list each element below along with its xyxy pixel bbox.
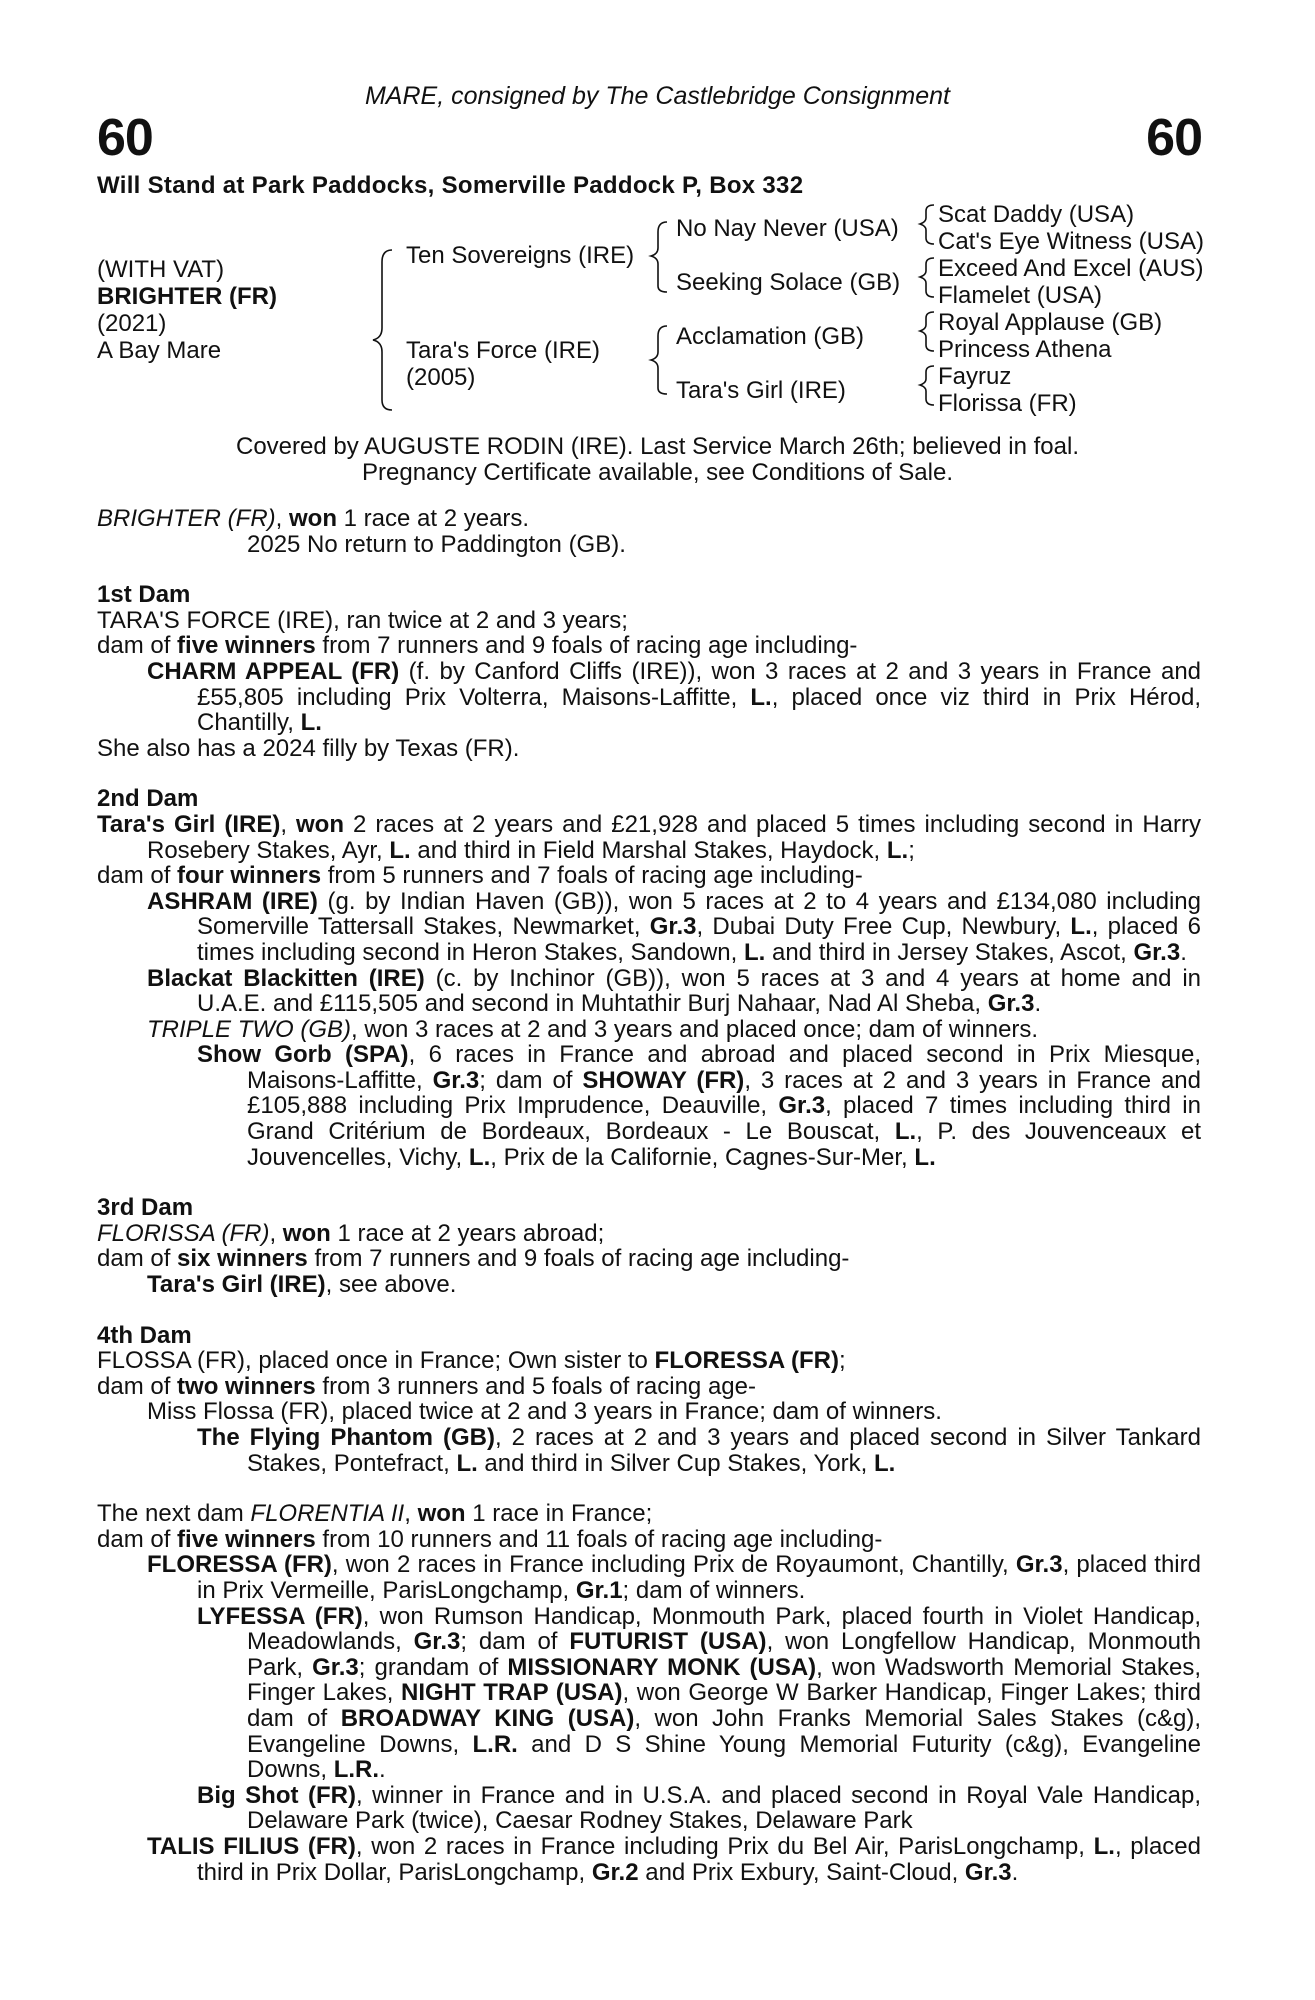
brace-ds [920, 312, 934, 351]
brace-dd [920, 366, 934, 405]
fourth-dam-section [97, 1323, 1201, 1477]
covered-line-2: Pregnancy Certificate available, see Conditions of Sale. [362, 459, 953, 486]
fourth-dam-heading: 4th Dam [97, 1321, 192, 1349]
second-dam-produce: dam of four winners from 5 runners and 7 foals of racing age including- [97, 862, 863, 890]
dam-year: (2005) [406, 364, 476, 391]
first-dam-produce: dam of five winners from 7 runners and 9 foals of racing age including- [97, 632, 858, 660]
next-dam-produce: dam of five winners from 10 runners and 11 foals of racing age including- [97, 1525, 883, 1553]
covered-line-1: Covered by AUGUSTE RODIN (IRE). Last Service March 26th; believed in foal. [236, 433, 1079, 460]
progeny-lyfessa: LYFESSA (FR), won Rumson Handicap, Monmouth Park, placed fourth in Violet Handicap, Meadowlands, Gr.3; dam of FUTURIST (USA), won Longfellow Handicap, Monmouth Park, Gr.3; grandam of MISSIONARY MONK (USA), won Wadsworth Memorial Stakes, Finger Lakes, NIGHT TRAP (USA), won George W Barker Handicap, Finger Lakes; third dam of BROADWAY KING (USA), won John Franks Memorial Sales Stakes (c&g), Evangeline Downs, L.R. and D S Shine Young Memorial Futurity (c&g), Evangeline Downs, L.R.. [197, 1602, 1202, 1784]
progeny-blackat-blackitten: Blackat Blackitten (IRE) (c. by Inchinor (GB)), won 5 races at 3 and 4 years at home and in U.A.E. and £115,505 and second in Muhtathir Burj Nahaar, Nad Al Sheba, Gr.3. [147, 964, 1201, 1018]
third-dam-line: FLORISSA (FR), won 1 race at 2 years abroad; [97, 1219, 605, 1247]
sire-name: Ten Sovereigns (IRE) [406, 242, 635, 269]
progeny-talis-filius: TALIS FILIUS (FR), won 2 races in France including Prix du Bel Air, ParisLongchamp, L., placed third in Prix Dollar, ParisLongchamp, Gr.2 and Prix Exbury, Saint-Cloud, Gr.3. [147, 1832, 1201, 1886]
first-dam-section [97, 582, 1201, 761]
brace-main [373, 250, 392, 410]
dam-dam-sire: Fayruz [938, 363, 1012, 390]
brace-ss [920, 205, 934, 244]
dam-sire: Acclamation (GB) [676, 323, 865, 350]
next-dam-line: The next dam FLORENTIA II, won 1 race in France; [97, 1500, 653, 1528]
second-dam-line: Tara's Girl (IRE), won 2 races at 2 years and £21,928 and placed 5 times including second in Harry Rosebery Stakes, Ayr, L. and third in Field Marshal Stakes, Haydock, L.; [97, 810, 1201, 864]
dam-dam-dam: Florissa (FR) [938, 390, 1077, 417]
subject-name: BRIGHTER (FR) [97, 283, 277, 310]
progeny-show-gorb: Show Gorb (SPA), 6 races in France and abroad and placed second in Prix Miesque, Maisons-Laffitte, Gr.3; dam of SHOWAY (FR), 3 races at 2 and 3 years in France and £105,888 including Prix Imprudence, Deauville, Gr.3, placed 7 times including third in Grand Critérium de Bordeaux, Bordeaux - Le Bouscat, L., P. des Jouvenceaux et Jouvencelles, Vichy, L., Prix de la Californie, Cagnes-Sur-Mer, L. [197, 1041, 1202, 1171]
progeny-flying-phantom: The Flying Phantom (GB), 2 races at 2 and 3 years and placed second in Silver Tankard Stakes, Pontefract, L. and third in Silver Cup Stakes, York, L. [197, 1424, 1201, 1477]
sire-sire-dam: Cat's Eye Witness (USA) [938, 228, 1204, 255]
subject-year: (2021) [97, 310, 167, 337]
first-dam-heading: 1st Dam [97, 581, 191, 609]
next-dam-section [97, 1501, 1201, 1885]
progeny-ashram: ASHRAM (IRE) (g. by Indian Haven (GB)), won 5 races at 2 to 4 years and £134,080 including Somerville Tattersall Stakes, Newmarket, Gr.3, Dubai Duty Free Cup, Newbury, L., placed 6 times including second in Heron Stakes, Sandown, L. and third in Jersey Stakes, Ascot, Gr.3. [147, 887, 1202, 966]
third-dam-section [97, 1195, 1201, 1297]
second-dam-heading: 2nd Dam [97, 785, 199, 813]
brace-dam [651, 326, 667, 394]
second-dam-section [97, 786, 1201, 1170]
sire-sire: No Nay Never (USA) [676, 215, 899, 242]
progeny-big-shot: Big Shot (FR), winner in France and in U.S.A. and placed second in Royal Vale Handicap, Delaware Park (twice), Caesar Rodney Stakes, Delaware Park [197, 1781, 1201, 1835]
produce-record [97, 506, 1201, 1885]
brace-sire [651, 222, 667, 292]
sire-dam-sire: Exceed And Excel (AUS) [938, 255, 1204, 282]
third-dam-produce: dam of six winners from 7 runners and 9 foals of racing age including- [97, 1245, 850, 1273]
dam-dam: Tara's Girl (IRE) [676, 377, 846, 404]
third-dam-heading: 3rd Dam [97, 1194, 194, 1222]
progeny-triple-two: TRIPLE TWO (GB), won 3 races at 2 and 3 years and placed once; dam of winners. [147, 1015, 1039, 1043]
first-dam-line: TARA'S FORCE (IRE), ran twice at 2 and 3 years; [97, 606, 628, 634]
lot-number-right: 60 [1146, 109, 1202, 167]
progeny-charm-appeal: CHARM APPEAL (FR) (f. by Canford Cliffs (IRE)), won 3 races at 2 and 3 years in France and £55,805 including Prix Volterra, Maisons-Laffitte, L., placed once viz third in Prix Hérod, Chantilly, L. [147, 657, 1202, 737]
progeny-floressa: FLORESSA (FR), won 2 races in France including Prix de Royaumont, Chantilly, Gr.3, placed third in Prix Vermeille, ParisLongchamp, Gr.1; dam of winners. [147, 1551, 1201, 1604]
first-dam-also: She also has a 2024 filly by Texas (FR). [97, 734, 520, 762]
race-record: BRIGHTER (FR), won 1 race at 2 years. [97, 505, 530, 532]
subject-vat: (WITH VAT) [97, 256, 225, 283]
subject-description: A Bay Mare [97, 337, 222, 364]
race-record-note: 2025 No return to Paddington (GB). [247, 530, 626, 558]
dam-name: Tara's Force (IRE) [406, 337, 600, 364]
progeny-miss-flossa: Miss Flossa (FR), placed twice at 2 and 3 years in France; dam of winners. [147, 1398, 942, 1426]
progeny-taras-girl: Tara's Girl (IRE), see above. [147, 1271, 457, 1299]
sire-dam: Seeking Solace (GB) [676, 269, 901, 296]
fourth-dam-produce: dam of two winners from 3 runners and 5 foals of racing age- [97, 1372, 756, 1400]
standing-location: Will Stand at Park Paddocks, Somerville Paddock P, Box 332 [97, 172, 804, 199]
sire-dam-dam: Flamelet (USA) [938, 282, 1103, 309]
brace-sd [920, 258, 934, 297]
sire-sire-sire: Scat Daddy (USA) [938, 201, 1135, 228]
dam-sire-sire: Royal Applause (GB) [938, 309, 1163, 336]
dam-sire-dam: Princess Athena [938, 336, 1112, 363]
lot-number-left: 60 [97, 109, 153, 167]
consignment-header: MARE, consigned by The Castlebridge Consignment [364, 82, 951, 110]
fourth-dam-line: FLOSSA (FR), placed once in France; Own sister to FLORESSA (FR); [97, 1347, 846, 1375]
